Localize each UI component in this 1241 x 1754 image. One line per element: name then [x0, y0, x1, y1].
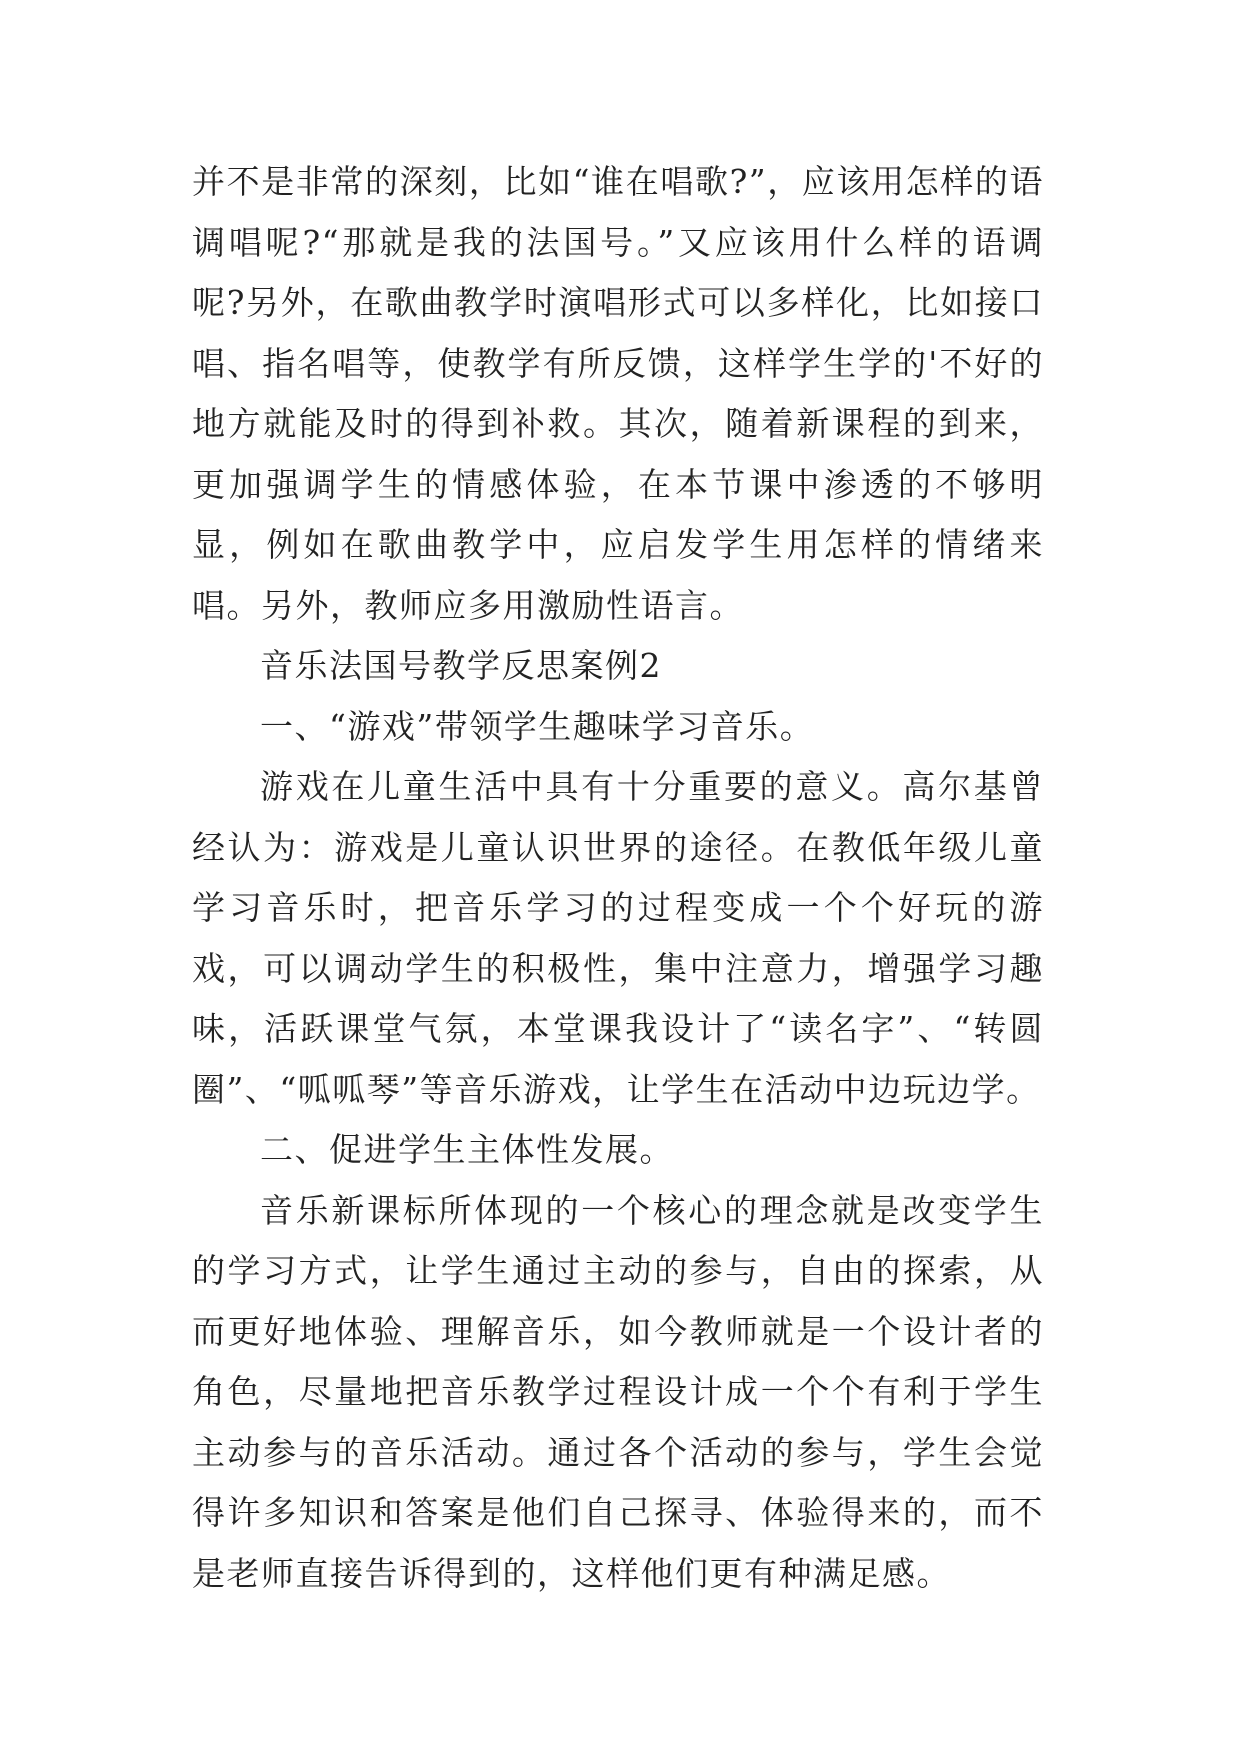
section-heading-games: 一、“游戏”带领学生趣味学习音乐。 — [260, 706, 815, 746]
document-body — [192, 152, 1044, 1604]
section-heading-student-development: 二、促进学生主体性发展。 — [260, 1130, 674, 1169]
paragraph-games: 游戏在儿童生活中具有十分重要的意义。高尔基曾经认为：游戏是儿童认识世界的途径。在教低年级儿童学习音乐时，把音乐学习的过程变成一个个好玩的游戏，可以调动学生的积极性，集中注意力，增强学习趣味，活跃课堂气氛，本堂课我设计了“读名字”、“转圆圈”、“呱呱琴”等音乐游戏，让学生在活动中边玩边学。 — [192, 767, 1044, 1109]
paragraph-continuation: 并不是非常的深刻，比如“谁在唱歌?”，应该用怎样的语调唱呢?“那就是我的法国号。”又应该用什么样的语调呢?另外，在歌曲教学时演唱形式可以多样化，比如接口唱、指名唱等，使教学有所反馈，这样学生学的'不好的地方就能及时的得到补救。其次，随着新课程的到来，更加强调学生的情感体验，在本节课中渗透的不够明显，例如在歌曲教学中，应启发学生用怎样的情绪来唱。另外，教师应多用激励性语言。 — [192, 162, 1044, 625]
case-title: 音乐法国号教学反思案例2 — [260, 646, 662, 685]
paragraph-student-development: 音乐新课标所体现的一个核心的理念就是改变学生的学习方式，让学生通过主动的参与，自由的探索，从而更好地体验、理解音乐，如今教师就是一个设计者的角色，尽量地把音乐教学过程设计成一个个有利于学生主动参与的音乐活动。通过各个活动的参与，学生会觉得许多知识和答案是他们自己探寻、体验得来的，而不是老师直接告诉得到的，这样他们更有种满足感。 — [192, 1190, 1044, 1593]
